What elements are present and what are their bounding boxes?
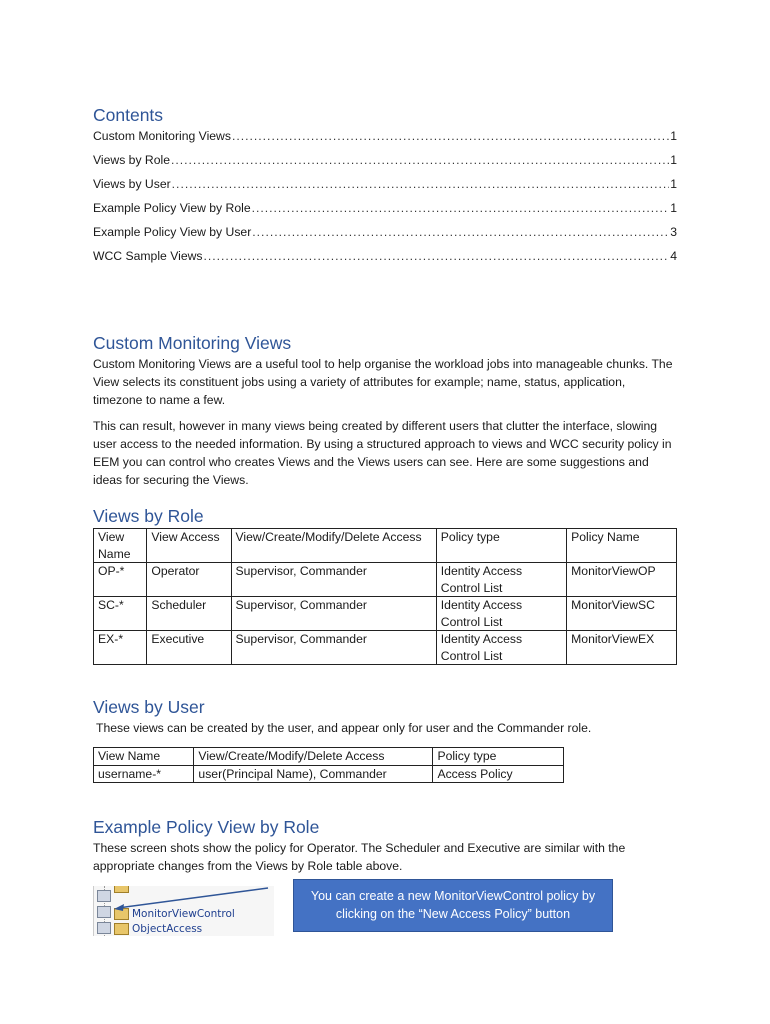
toc-entry-label: Example Policy View by User [93, 225, 252, 239]
table-row [94, 765, 564, 783]
section-heading-views-by-role: Views by Role [93, 506, 204, 526]
table-cell: MonitorViewEX [567, 631, 677, 665]
toc-leader [252, 199, 670, 217]
section-heading-custom-monitoring-views: Custom Monitoring Views [93, 333, 292, 353]
table-cell: Identity Access Control List [436, 563, 566, 597]
table-header-row [94, 529, 677, 563]
toc-entry[interactable] [93, 175, 677, 199]
toc-entry-label: Example Policy View by Role [93, 201, 251, 215]
toc-title: Contents [93, 105, 164, 125]
toc-leader [232, 127, 669, 145]
toc-entry-page: 1 [670, 153, 677, 167]
table-cell: Identity Access Control List [436, 597, 566, 631]
toc-entry-page: 1 [670, 177, 677, 191]
toc-leader [252, 223, 669, 241]
section-heading-views-by-user: Views by User [93, 697, 205, 717]
tree-item-label: MonitorViewControl [132, 908, 235, 920]
toc-entry-label: Views by Role [93, 153, 170, 167]
toc-entry[interactable] [93, 151, 677, 175]
table-cell: Scheduler [147, 597, 231, 631]
toc-leader [204, 247, 670, 265]
views-by-role-table [93, 528, 677, 665]
toc-entry[interactable] [93, 223, 677, 247]
table-cell: Operator [147, 563, 231, 597]
callout-arrow [100, 886, 300, 926]
paragraph: This can result, however in many views being created by different users that clutter the interface, slowing user access to the needed information. By using a structured approach to views and WCC security policy in EEM you can control who creates Views and the Views users can see. Here are some suggestions and ideas for securing the Views. [93, 419, 672, 487]
views-by-user-table [93, 747, 564, 783]
toc-entry-page: 3 [670, 225, 677, 239]
table-row [94, 563, 677, 597]
tree-item-label: ObjectAccess [132, 923, 203, 935]
section-heading-example-policy-view-by-role: Example Policy View by Role [93, 817, 320, 837]
paragraph: These views can be created by the user, and appear only for user and the Commander role. [96, 721, 592, 735]
toc-entry-label: Custom Monitoring Views [93, 129, 231, 143]
table-header-cell: View/Create/Modify/Delete Access [231, 529, 436, 563]
paragraph: Custom Monitoring Views are a useful tool to help organise the workload jobs into manageable chunks. The View selects its constituent jobs using a variety of attributes for example; name, status, application, timezone to name a few. [93, 357, 673, 407]
table-cell: SC-* [94, 597, 147, 631]
table-row [94, 631, 677, 665]
table-cell: OP-* [94, 563, 147, 597]
table-cell: username-* [94, 765, 194, 783]
toc-leader [172, 175, 670, 193]
table-header-cell: View Name [94, 748, 194, 766]
table-header-cell: Policy type [436, 529, 566, 563]
table-header-row [94, 748, 564, 766]
table-cell: Supervisor, Commander [231, 631, 436, 665]
paragraph: These screen shots show the policy for Operator. The Scheduler and Executive are similar with the appropriate changes from the Views by Role table above. [93, 841, 626, 873]
callout-box: You can create a new MonitorViewControl policy by clicking on the “New Access Policy” button [293, 879, 613, 932]
toc-entry[interactable] [93, 247, 677, 271]
table-header-cell: Policy type [433, 748, 564, 766]
table-cell: Executive [147, 631, 231, 665]
toc-entry-page: 4 [670, 249, 677, 263]
table-cell: Access Policy [433, 765, 564, 783]
toc-entry-page: 1 [670, 129, 677, 143]
toc-leader [171, 151, 669, 169]
toc-entry[interactable] [93, 127, 677, 151]
table-header-cell: View Name [94, 529, 147, 563]
toc-entry-label: WCC Sample Views [93, 249, 203, 263]
table-cell: MonitorViewOP [567, 563, 677, 597]
table-cell: Supervisor, Commander [231, 597, 436, 631]
table-cell: Supervisor, Commander [231, 563, 436, 597]
table-header-cell: View Access [147, 529, 231, 563]
table-cell: MonitorViewSC [567, 597, 677, 631]
table-row [94, 597, 677, 631]
toc-entry-label: Views by User [93, 177, 171, 191]
toc-entry-page: 1 [670, 201, 677, 215]
table-header-cell: View/Create/Modify/Delete Access [194, 748, 433, 766]
table-header-cell: Policy Name [567, 529, 677, 563]
table-cell: user(Principal Name), Commander [194, 765, 433, 783]
table-cell: Identity Access Control List [436, 631, 566, 665]
table-cell: EX-* [94, 631, 147, 665]
toc-entry[interactable] [93, 199, 677, 223]
table-of-contents [93, 127, 677, 271]
